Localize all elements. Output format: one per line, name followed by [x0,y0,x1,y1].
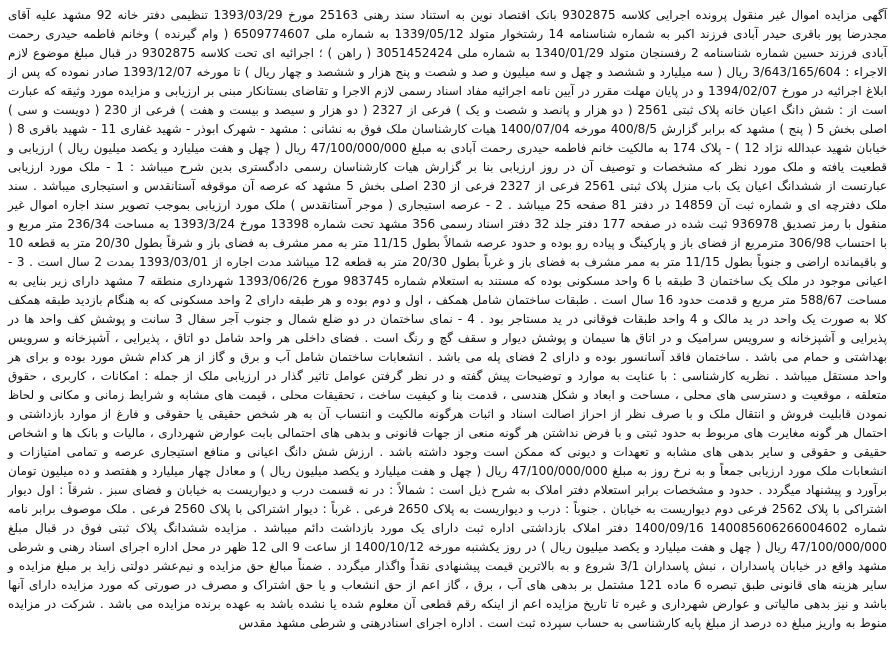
auction-notice-text: آگهی مزایده اموال غیر منقول پرونده اجرایی کلاسه 9302875 بانک اقتصاد نوین به استناد سند رهنی 25163 مورخ 1393/03/29 تنظیمی دفتر خانه 92 مشهد علیه آقای مجدرضا پور باقری حیدر آبادی فرزند اکبر به شماره شناسنامه 14 رشتخوار متولد 1339/05/12 به شماره ملی 6509774607 ( وام گیرنده ) وخانم فاطمه حیدری رحمت آبادی فرزند حسین شماره شناسنامه 2 رفسنجان متولد 1340/01/29 به شماره ملی 3051452424 ( راهن ) ؛ اجرائیه ای تحت کلاسه 9302875 در قبال مبلغ موضوع لازم الاجراء : 3/643/165/604 ریال ( سه میلیارد و ششصد و چهل و سه میلیون و صد و شصت و پنج هزار و ششصد و چهار ریال ) تا مورخه 1393/12/07 صادر نموده که پس از ابلاغ اجرائیه در مورخ 1394/02/07 و در پایان مهلت مقرر در آیین نامه اجرائیه مفاد اسناد رسمی لازم الاجرا و تقاضای بستانکار مبنی بر ارزیابی و مزایده مورد وثیقه که عبارت است از : شش دانگ اعیان خانه پلاک ثبتی 2561 ( دو هزار و پانصد و شصت و یک ) فرعی از 2327 ( دو هزار و سیصد و بیست و هفت ) فرعی از 230 ( دویست و سی ) اصلی بخش 5 ( پنج ) مشهد که برابر گزارش 400/8/5 مورخه 1400/07/04 هیات کارشناسان ملک فوق به نشانی : مشهد - شهرک ابوذر - شهید غفاری 11 - شهید باقری 8 ( خیابان شهید عبدالله نژاد 12 ) - پلاک 174 به مالکیت خانم فاطمه حیدری رحمت آبادی به مبلغ 47/100/000/000 ریال ( چهل و هفت میلیارد و یکصد میلیون ریال ) ارزیابی و قطعیت یافته و ملک مورد نظر که مشخصات و توصیف آن در روز ارزیابی بنا بر گزارش هیات کارشناسان رسمی دادگستری بدین شرح میباشد : 1 - ملک مورد ارزیابی عبارتست از ششدانگ اعیان یک باب منزل پلاک ثبتی 2561 فرعی از 2327 فرعی از 230 اصلی بخش 5 مشهد که عرصه آن موقوفه آستانقدس و استیجاری میباشد . سند ملک دفترچه ای و شماره ثبت آن 14859 در دفتر 81 صفحه 25 میباشد . 2 - عرصه استیجاری ( موجر آستانقدس ) ملک مورد ارزیابی بموجب تصویر سند اجاره اموال غیر منقول با رمز تصدیق 936978 ثبت شده در صفحه 177 دفتر جلد 32 دفتر اسناد رسمی 356 مشهد تحت شماره 13398 مورخ 1393/3/24 به مساحت 236/34 متر مربع و با احتساب 306/98 مترمربع از فضای باز و پارکینگ و پیاده رو بوده و حدود عرصه شمالاً بطول 11/15 متر به ممر مشرف به فضای باز و شرقاً بطول 20/30 متر به قطعه 10 و باقیمانده اراضی و جنوباً بطول 11/15 متر به ممر مشرف به فضای باز و غرباً بطول 20/30 متر به قطعه 12 میباشد مدت اجاره از 1393/03/01 بمدت 2 سال است . 3 - اعیانی موجود در ملک یک ساختمان 3 طبقه با 6 واحد مسکونی بوده که مستند به استعلام شماره 983745 مورخ 1393/06/26 شهرداری منطقه 7 مشهد دارای زیر بنایی به مساحت 588/67 متر مربع و قدمت حدود 16 سال است . طبقات ساختمان شامل همکف ، اول و دوم بوده و هر طبقه دارای 2 واحد مسکونی که به هنگام بازدید طبقه همکف کلا به صورت یک واحد در ید مالک و 4 واحد طبقات فوقانی در ید مستاجر بود . 4 - نمای ساختمان در دو ضلع شمال و جنوب آجر سفال 3 سانت و پوشش کف واحد ها در پذیرایی و آشپزخانه و سرویس سرامیک و در اتاق ها سیمان و پوشش دیوار و سقف گچ و رنگ است . فضای داخلی هر واحد شامل دو اتاق ، پذیرایی ، آشپزخانه و سرویس بهداشتی و حمام می باشد . ساختمان فاقد آسانسور بوده و دارای 2 فضای پله می باشد . انشعابات ساختمان شامل آب و برق و گاز از هر کدام شش مورد بوده و برای هر واحد مستقل میباشد . نظریه کارشناسی : با عنایت به موارد و توضیحات پیش گفته و در نظر گرفتن عوامل تاثیر گذار در ارزیابی ملک از جمله : امکانات ، کاربری ، حقوق متعلقه ، موقعیت و دسترسی های محلی ، مساحت و ابعاد و شکل هندسی ، قدمت بنا و کیفیت ساخت ، تحقیقات محلی ، قیمت های مشابه و شرایط زمانی و مکانی و لحاظ نمودن قابلیت فروش و انتقال ملک و با صرف نظر از احراز اصالت اسناد و اثبات هرگونه مالکیت و انتساب آن به هر شخص حقیقی یا حقوقی و فارغ از موارد بازداشتی و احتمال هر گونه مغایرت های مربوط به حدود ثبتی و با فرض نداشتن هر گونه منعی از جهات قانونی و بدهی های احتمالی بابت عوارض شهرداری ، مالیات و بانک ها و اشخاص حقیقی و حقوقی و سایر بدهی های مشابه و تعهدات و دیونی که ممکن است وجود داشته باشد . ارزش شش دانگ اعیانی و منافع استیجاری عرصه و تمامی امتیازات و انشعابات ملک مورد ارزیابی جمعاً و به نرخ روز به مبلغ 47/100/000/000 ریال ( چهل و هفت میلیارد و یکصد میلیون ریال ) و معادل چهار میلیارد و هفتصد و ده میلیون تومان برآورد و پیشنهاد میگردد . حدود و مشخصات برابر استعلام دفتر املاک به شرح ذیل است : شمالاً : در نه قسمت درب و دیواریست به خیابان و فضای سبز . شرقاً : اول دیوار اشتراکی با پلاک 2562 فرعی دوم دیواریست به خیابان . جنوباً : درب و دیواریست به پلاک 2650 فرعی . غرباً : دیوار اشتراکی با پلاک 2560 فرعی . ملک موصوف برابر نامه شماره 140085606266004602 1400/09/16 دفتر املاک بازداشتی اداره ثبت دارای یک مورد بازداشت دائم میباشد . مزایده ششدانگ پلاک ثبتی فوق در قبال مبلغ 47/100/000/000 ریال ( چهل و هفت میلیارد و یکصد میلیون ریال ) در روز یکشنبه مورخه 1400/10/12 از ساعت 9 الی 12 ظهر در محل اداره اجرای اسناد رهنی و شرطی مشهد واقع در خیابان پاسداران ، نبش پاسداران 3/1 شروع و به بالاترین قیمت پیشنهادی نقداً واگذار میگردد . ضمناً مبالغ حق مزایده و نیم‌عشر دولتی زاید بر مبلغ مزایده و سایر هزینه های قانونی طبق تبصره 6 ماده 121 مشتمل بر بدهی های آب ، برق ، گاز اعم از حق انشعاب و یا حق اشتراک و مصرف در صورتی که مورد مزایده دارای آنها باشد و نیز بدهی مالیاتی و عوارض شهرداری و غیره تا تاریخ مزایده اعم از اینکه رقم قطعی آن معلوم شده یا نشده باشد به عهده برنده مزایده می باشد . شرکت در مزایده منوط به واریز مبلغ ده درصد از مبلغ پایه کارشناسی به حساب سپرده ثبت است . اداره اجرای اسنادرهنی و شرطی مشهد مقدس [8,8,888,630]
